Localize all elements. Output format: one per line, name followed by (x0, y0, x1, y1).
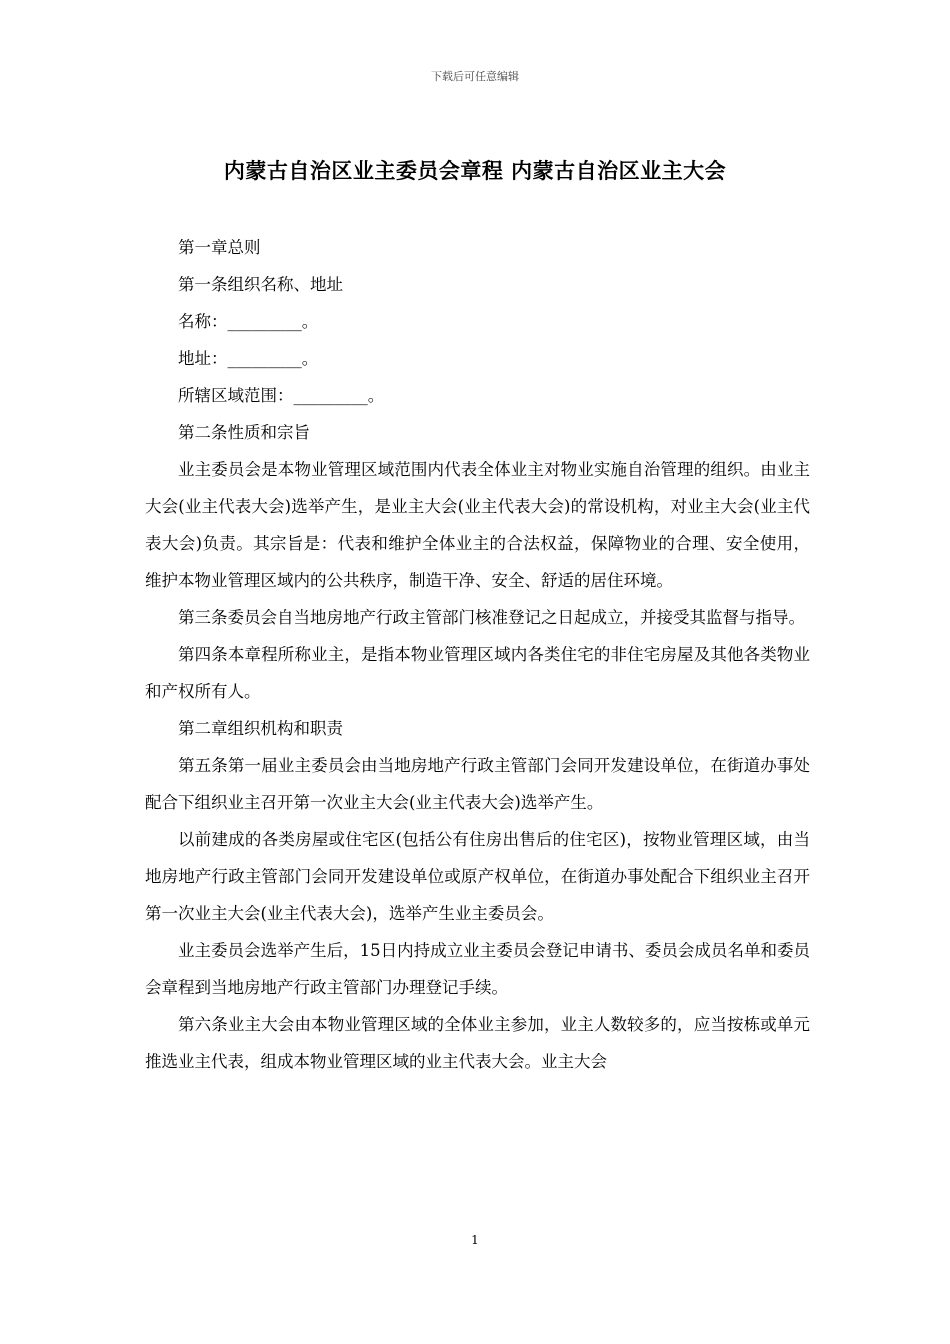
page-number: 1 (471, 1233, 479, 1247)
paragraph: 业主委员会选举产生后，15日内持成立业主委员会登记申请书、委员会成员名单和委员会章程到当地房地产行政主管部门办理登记手续。 (145, 941, 810, 997)
name-field-line: 名称：_________。 (178, 312, 319, 331)
article-heading: 第二条性质和宗旨 (178, 423, 310, 442)
document-title: 内蒙古自治区业主委员会章程 内蒙古自治区业主大会 (223, 159, 727, 183)
area-field-line: 所辖区域范围：_________。 (178, 386, 385, 405)
paragraph: 第六条业主大会由本物业管理区域的全体业主参加，业主人数较多的，应当按栋或单元推选业主代表，组成本物业管理区域的业主代表大会。业主大会 (145, 1015, 810, 1071)
document-body (145, 229, 810, 1080)
paragraph: 以前建成的各类房屋或住宅区(包括公有住房出售后的住宅区)，按物业管理区域，由当地房地产行政主管部门会同开发建设单位或原产权单位，在街道办事处配合下组织业主召开第一次业主大会(业主代表大会)，选举产生业主委员会。 (145, 830, 810, 923)
paragraph: 第五条第一届业主委员会由当地房地产行政主管部门会同开发建设单位，在街道办事处配合下组织业主召开第一次业主大会(业主代表大会)选举产生。 (145, 756, 810, 812)
article-heading: 第一条组织名称、地址 (178, 275, 343, 294)
paragraph: 业主委员会是本物业管理区域范围内代表全体业主对物业实施自治管理的组织。由业主大会(业主代表大会)选举产生，是业主大会(业主代表大会)的常设机构，对业主大会(业主代表大会)负责。其宗旨是：代表和维护全体业主的合法权益，保障物业的合理、安全使用，维护本物业管理区域内的公共秩序，制造干净、安全、舒适的居住环境。 (145, 460, 810, 590)
address-field-line: 地址：_________。 (178, 349, 319, 368)
header-note: 下载后可任意编辑 (431, 70, 519, 83)
chapter-heading: 第二章组织机构和职责 (178, 719, 343, 738)
paragraph: 第四条本章程所称业主，是指本物业管理区域内各类住宅的非住宅房屋及其他各类物业和产权所有人。 (145, 645, 810, 701)
chapter-heading: 第一章总则 (178, 238, 261, 257)
paragraph: 第三条委员会自当地房地产行政主管部门核准登记之日起成立，并接受其监督与指导。 (178, 608, 805, 627)
